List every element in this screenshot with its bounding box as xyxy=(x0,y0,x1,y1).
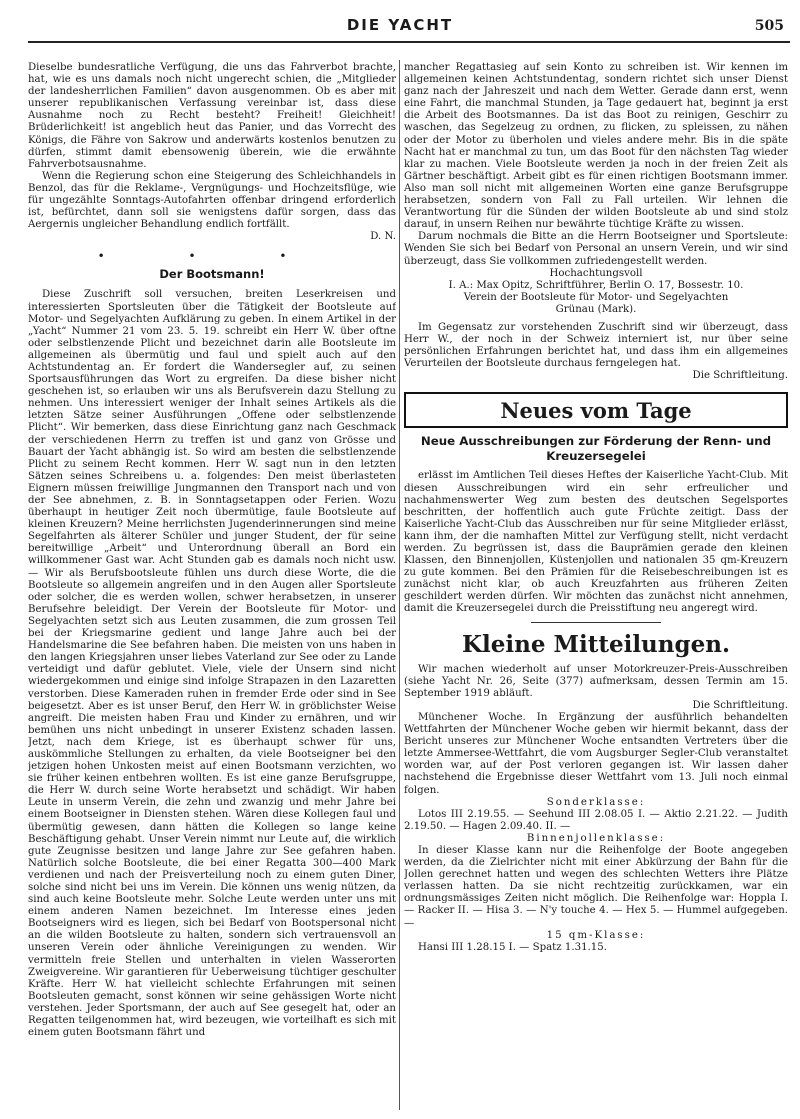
editor-signature: Die Schriftleitung. xyxy=(692,699,788,711)
results-line: Hansi III 1.28.15 I. — Spatz 1.31.15. xyxy=(418,941,608,953)
article-title: Der Bootsmann! xyxy=(159,267,265,282)
divider xyxy=(531,622,661,623)
right-column xyxy=(404,62,788,954)
header-rule xyxy=(28,41,790,43)
paragraph: Darum nochmals die Bitte an die Herrn Bootseigner und Sportsleute: Wenden Sie sich bei Bedarf von Personal an unsern Verein, und wir sind überzeugt, dass Sie vollkommen zufriedengestellt werden. xyxy=(404,231,788,267)
news-subheading: Neue Ausschreibungen zur Förderung der Renn- und Kreuzersegelei xyxy=(420,434,772,464)
paragraph: Wenn die Regierung schon eine Steigerung des Schleichhandels in Benzol, das für die Reklame-, Vergnügungs- und Hochzeitsflüge, wie für ungezählte Sonntags-Autofahrten offenbar dringend erforderlich ist, befürchtet, dann soll sie wenigstens dafür sorgen, dass das Aergernis ungleicher Behandlung endlich fortfällt. xyxy=(28,170,396,231)
paragraph: In dieser Klasse kann nur die Reihenfolge der Boote angegeben werden, da die Zielrichter nicht mit einer Abkürzung der Bahn für die Jollen gerechnet hatten und wegen des schlechten Wetters ihre Plätze verlassen hatten. Da sie nicht rechtzeitig zurückkamen, war ein ordnungsmässiges Zeiten nicht möglich. Die Reihenfolge war: Hoppla I. — Racker II. — Hisa 3. — N'y touche 4. — Hex 5. — Hummel aufgegeben. — xyxy=(404,844,788,929)
organization-name: Verein der Bootsleute für Motor- und Segelyachten xyxy=(463,291,729,303)
page-header xyxy=(0,0,800,44)
class-heading: 15 qm-Klasse: xyxy=(546,929,646,941)
results-line: Lotos III 2.19.55. — Seehund III 2.08.05 I. — Aktio 2.21.22. — Judith 2.19.50. — Hagen 2.09.40. II. — xyxy=(404,808,788,832)
editor-signature: Die Schriftleitung. xyxy=(692,370,788,382)
paragraph: Dieselbe bundesratliche Verfügung, die uns das Fahrverbot brachte, hat, wie es uns damals noch nicht ungerecht schien, die „Mitglieder der landesherrlichen Familien“ davon ausgenommen. Ob es aber mit unserer republikanischen Verfassung vereinbar ist, dass diese Ausnahme noch zu Recht besteht? Freiheit! Gleichheit! Brüderlichkeit! ist angeblich heut das Panier, und das Vorrecht des Königs, die Fähre von Sakrow und anderwärts kostenlos benutzen zu dürfen, stimmt damit ebensowenig überein, wie die erwähnte Fahrverbotsausnahme. xyxy=(28,62,396,170)
paragraph: Wir machen wiederholt auf unser Motorkreuzer-Preis-Ausschreiben (siehe Yacht Nr. 26, Seite (377) aufmerksam, dessen Termin am 15. September 1919 abläuft. xyxy=(404,663,788,699)
paragraph: Münchener Woche. In Ergänzung der ausführlich behandelten Wettfahrten der Münchener Woche geben wir hiermit bekannt, dass der Bericht unseres zur Münchener Woche entsandten Vertreters über die letzte Ammersee-Wettfahrt, die vom Augsburger Segler-Club veranstaltet worden war, auf der Post verloren gegangen ist. Wir lassen daher nachstehend die Ergebnisse dieser Wettfahrt vom 13. Juli noch einmal folgen. xyxy=(404,711,788,796)
section-heading-box: Neues vom Tage xyxy=(404,392,788,428)
organization-place: Grünau (Mark). xyxy=(555,303,637,315)
signer-line: I. A.: Max Opitz, Schriftführer, Berlin O. 17, Bossestr. 10. xyxy=(448,279,744,291)
paragraph: erlässt im Amtlichen Teil dieses Heftes der Kaiserliche Yacht-Club. Mit diesen Ausschreibungen wird ein sehr erfreulicher und nachahmenswerter Weg zum besten des deutschen Segelsportes beschritten, der hoffentlich auch gute Früchte zeitigt. Dass der Kaiserliche Yacht-Club das Ausschreiben nur für seine Mitglieder erlässt, kann ihm, der die namhaften Mittel zur Verfügung stellt, nicht verdacht werden. Zu begrüssen ist, dass die Bauprämien gerade den kleinen Klassen, den Binnenjollen, Küstenjollen und nationalen 35 qm-Kreuzern zu gute kommen. Bei den Prämien für die Reisebeschreibungen ist es zunächst nicht klar, ob auch Kreuzfahrten aus früheren Zeiten geschildert werden dürfen. Wir möchten das zunächst nicht annehmen, damit die Kreuzersegelei durch die Preisstiftung neu angeregt wird. xyxy=(404,470,788,615)
author-initials: D. N. xyxy=(370,231,396,243)
journal-title: DIE YACHT xyxy=(346,16,454,34)
paragraph: Im Gegensatz zur vorstehenden Zuschrift sind wir überzeugt, dass Herr W., der noch in der Schweiz interniert ist, nur über seine persönlichen Erfahrungen berichtet hat, und dass ihm ein allgemeines Verurteilen der Bootsleute durchaus ferngelegen hat. xyxy=(404,321,788,370)
paragraph: Diese Zuschrift soll versuchen, breiten Leserkreisen und interessierten Sportsleuten über die Tätigkeit der Bootsleute auf Motor- und Segelyachten Aufklärung zu geben. In einem Artikel in der „Yacht“ Nummer 21 vom 23. 5. 19. schreibt ein Herr W. über oftne oder selbstlenzende Plicht und bezeichnet darin alle Bootsleute im allgemeinen als übermütig und faul und spielt auch auf den Achtstundentag an. Er fordert die Wandersegler auf, zu seinen Sportsausführungen das Wort zu ergreifen. Da diese bisher nicht geschehen ist, so erlauben wir uns als Berufsverein dazu Stellung zu nehmen. Uns interessiert weniger der Inhalt seines Artikels als die letzten Sätze seiner Ausführungen „Offene oder selbstlenzende Plicht“. Wir bemerken, dass diese Einrichtung ganz nach Geschmack der verschiedenen Herrn zu treffen ist und ganz von Grösse und Bauart der Yacht abhängig ist. So wird am besten die selbstlenzende Plicht zu seinem Recht kommen. Herr W. sagt nun in den letzten Sätzen seines Schreibens u. a. folgendes: Den meist überlasteten Eignern müssen freiwillige Jungmannen den Transport nach und von der See abnehmen, z. B. in Sonntagsetappen oder Ferien. Wozu überhaupt in heutiger Zeit noch übermütige, faule Bootsleute auf kleinen Kreuzern? Meine herrlichsten Jugenderinnerungen sind meine Segelfahrten als älterer Schüler und junger Student, der für seine bereitwillige „Arbeit“ und Unterordnung überall an Bord ein willkommener Gast war. Acht Stunden gab es damals noch nicht usw. — Wir als Berufsbootsleute fühlen uns durch diese Worte, die die Bootsleute so allgemein angreifen und in den Augen aller Sportsleute oder solcher, die es werden wollen, schwer herabsetzen, in unserer Berufsehre beleidigt. Der Verein der Bootsleute für Motor- und Segelyachten setzt sich aus Leuten zusammen, die zum grossen Teil bei der Kriegsmarine gedient und lange Jahre auch bei der Handelsmarine die See befahren haben. Die meisten von uns haben in den langen Kriegsjahren unser liebes Vaterland zur See oder zu Lande verteidigt und dafür geblutet. Viele, viele der Unsern sind nicht wiedergekommen und einige sind infolge Strapazen in den Lazaretten verstorben. Diese Kameraden ruhen in fremder Erde oder sind in See beigesetzt. Aber es ist unser Beruf, den Herr W. in gröblichster Weise angreift. Die meisten haben Frau und Kinder zu ernähren, und wir bemühen uns nicht unbedingt in unserer Existenz schaden lassen. Jetzt, nach dem Kriege, ist es überhaupt schwer für uns, auskömmliche Stellungen zu erhalten, da viele Bootseigner bei den jetzigen hohen Unkosten meist auf einen Bootsmann verzichten, wo sie früher keinen entbehren wollten. Es ist eine ganze Berufsgruppe, die Herr W. durch seine Worte herabsetzt und schädigt. Wir haben Leute in unserm Verein, die zehn und zwanzig und mehr Jahre bei einem Bootseigner in Diensten stehen. Wären diese Kollegen faul und übermütig gewesen, dann hätten die Kollegen so lange keine Beschäftigung gehabt. Unser Verein nimmt nur Leute auf, die wirklich gute Zeugnisse besitzen und lange Jahre zur See gefahren haben. Natürlich solche Bootsleute, die bei einer Regatta 300—400 Mark verdienen und nach der Preisverteilung noch zu einem guten Diner, solche sind nicht bei uns im Verein. Die können uns wenig nützen, da sind auch keine Bootsleute mehr. Solche Leute werden unter uns mit einem anderen Namen bezeichnet. Im Interesse eines jeden Bootseigners wird es liegen, sich bei Bedarf von Bootspersonal nicht an die wilden Bootsleute zu halten, sondern sich vertrauensvoll an unseren Verein oder ähnliche Vereinigungen zu wenden. Wir vermitteln freie Stellen und unterhalten in vielen Wasserorten Zweigvereine. Wir garantieren für Ueberweisung tüchtiger geschulter Kräfte. Herr W. hat vielleicht schlechte Erfahrungen mit seinen Bootsleuten gemacht, sonst können wir seine gehässigen Worte nicht verstehen. Jeder Sportsmann, der auch auf See gesegelt hat, oder an Regatten teilgenommen hat, wird bezeugen, wie vorteilhaft es sich mit einem guten Bootsmann fährt und xyxy=(28,289,396,1039)
paragraph: mancher Regattasieg auf sein Konto zu schreiben ist. Wir kennen im allgemeinen keinen Achtstundentag, sondern richtet sich unser Dienst ganz nach der Jahreszeit und nach dem Wetter. Gerade dann erst, wenn eine Fahrt, die manchmal Stunden, ja Tage gedauert hat, beginnt ja erst die Arbeit des Bootsmannes. Da ist das Boot zu reinigen, Geschirr zu waschen, das Segelzeug zu ordnen, zu flicken, zu spleissen, zu nähen oder der Motor zu überholen und vieles andere mehr. Bis in die späte Nacht hat er manchmal zu tun, um das Boot für den nächsten Tag wieder klar zu machen. Viele Bootsleute werden ja noch in der freien Zeit als Gärtner beschäftigt. Arbeit gibt es für einen richtigen Bootsmann immer. Also man soll nicht mit allgemeinen Worten eine ganze Berufsgruppe herabsetzen, sondern von Fall zu Fall urteilen. Wir lehnen die Verantwortung für die Sünden der wilden Bootsleute ab und sind stolz darauf, in unsern Reihen nur bewährte tüchtige Kräfte zu wissen. xyxy=(404,62,788,231)
section-separator: • • • xyxy=(97,249,327,264)
class-heading: Binnenjollenklasse: xyxy=(526,832,666,844)
closing-greeting: Hochachtungsvoll xyxy=(549,267,643,279)
page-number: 505 xyxy=(754,18,784,34)
left-column xyxy=(28,62,396,1039)
class-heading: Sonderklasse: xyxy=(546,796,646,808)
column-divider xyxy=(399,60,400,1110)
section-heading: Kleine Mitteilungen. xyxy=(462,630,730,658)
